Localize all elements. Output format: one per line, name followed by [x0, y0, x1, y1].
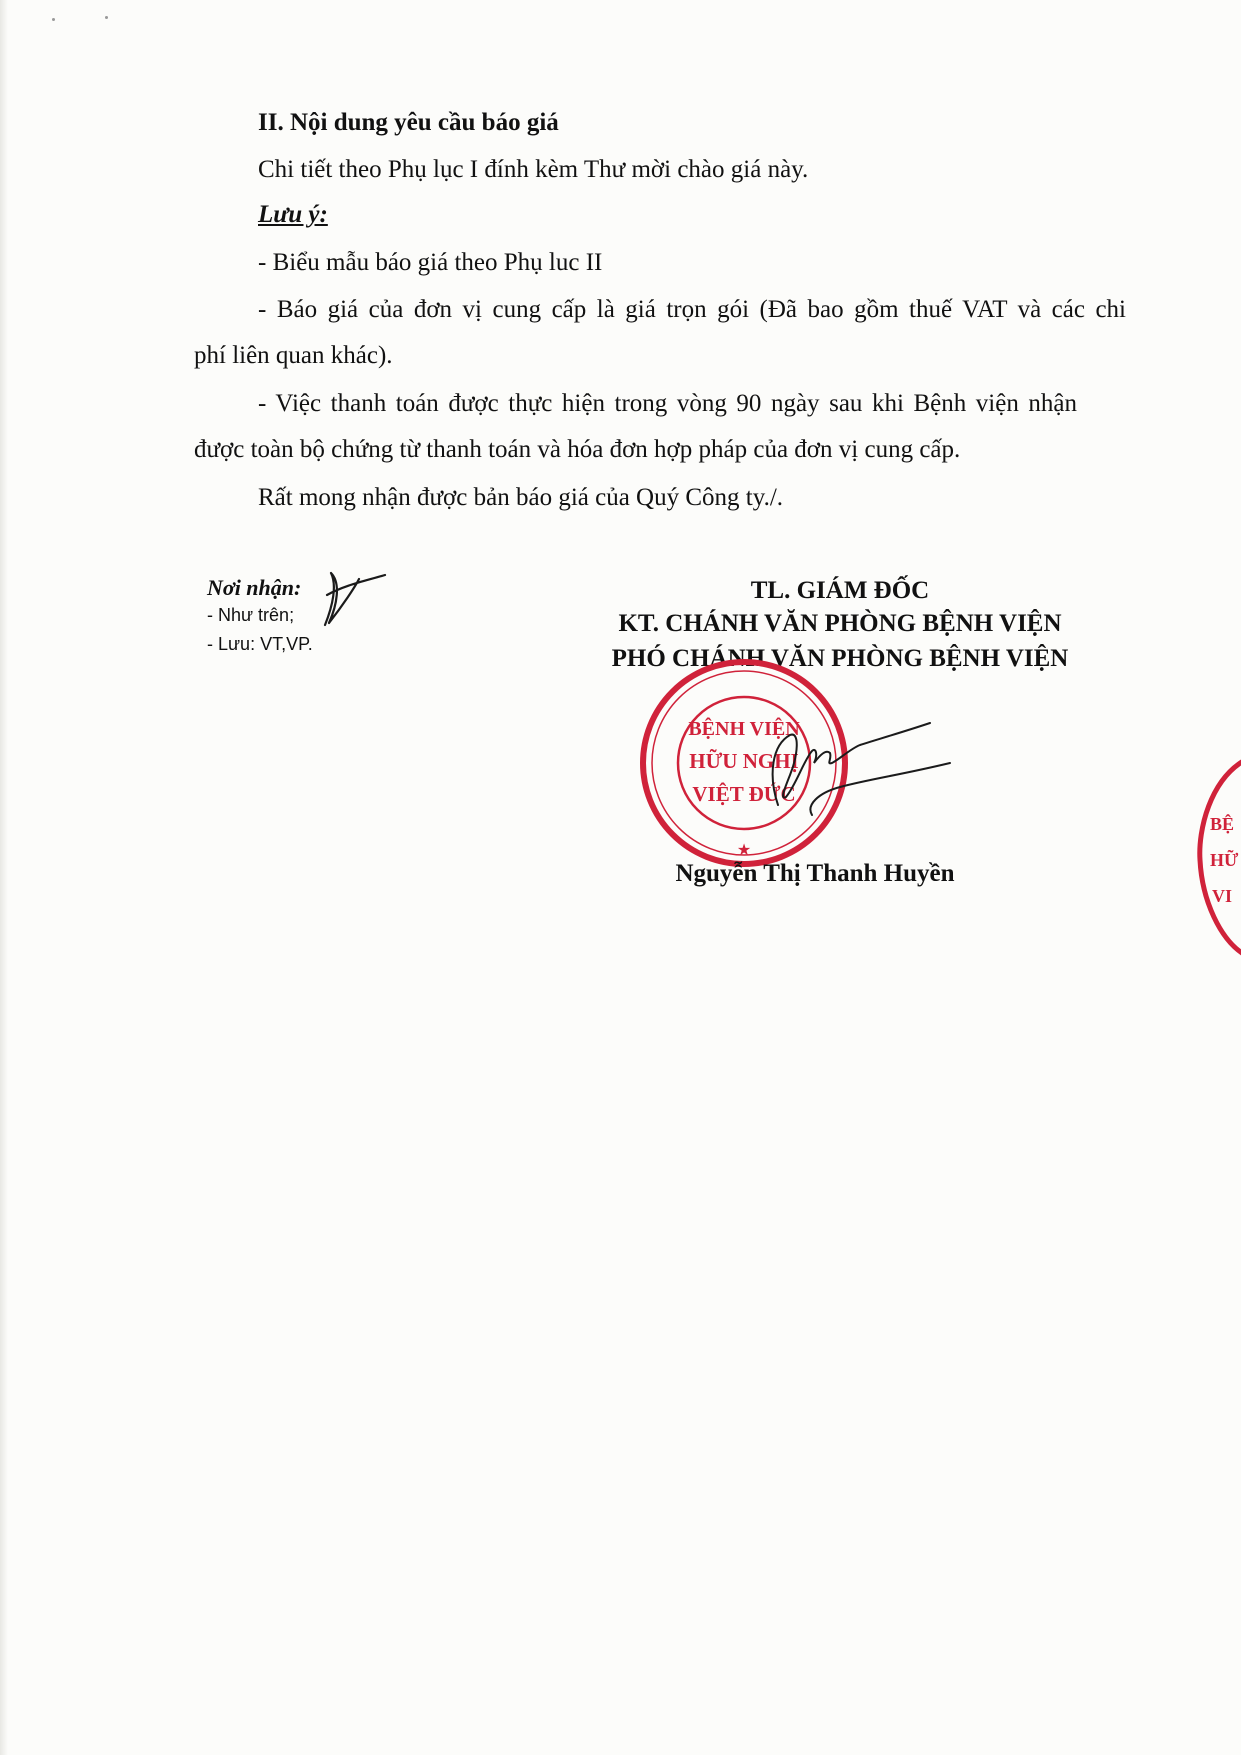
section-detail: Chi tiết theo Phụ lục I đính kèm Thư mời chào giá này. [258, 156, 809, 183]
sign-title-line3: PHÓ CHÁNH VĂN PHÒNG BỆNH VIỆN [611, 645, 1069, 672]
stamp-line3: VIỆT ĐỨC [692, 782, 796, 806]
closing-sentence: Rất mong nhận được bản báo giá của Quý Công ty./. [258, 484, 784, 511]
section-heading: II. Nội dung yêu cầu báo giá [258, 109, 559, 136]
sign-title-line2: KT. CHÁNH VĂN PHÒNG BỆNH VIỆN [618, 610, 1062, 637]
recipient-item: - Như trên; [207, 605, 295, 625]
scan-speck [105, 16, 108, 19]
stamp-star-icon: ★ [736, 842, 752, 859]
note-item: - Biểu mẫu báo giá theo Phụ luc II [258, 249, 603, 276]
scan-edge [0, 0, 8, 1755]
handwritten-signature [760, 715, 960, 825]
stamp-line1: BỆNH VIỆN [688, 718, 800, 740]
note-item-continued: được toàn bộ chứng từ thanh toán và hóa đơn hợp pháp của đơn vị cung cấp. [194, 436, 961, 463]
initial-mark-icon [315, 565, 395, 640]
edge-stamp-text: BỆ [1210, 814, 1235, 834]
note-label: Lưu ý: [258, 201, 328, 228]
recipient-item: - Lưu: VT,VP. [207, 634, 313, 654]
recipients-title: Nơi nhận: [207, 575, 302, 600]
note-item: - Việc thanh toán được thực hiện trong vòng 90 ngày sau khi Bệnh viện nhận [258, 390, 1077, 417]
edge-stamp-text: VI [1212, 886, 1233, 906]
edge-stamp-text: HỮ [1210, 850, 1239, 870]
note-item-continued: phí liên quan khác). [194, 342, 393, 369]
stamp-line2: HỮU NGHỊ [689, 749, 799, 773]
signer-name: Nguyễn Thị Thanh Huyền [675, 860, 955, 887]
edge-stamp-fragment [1190, 740, 1241, 970]
sign-title-line1: TL. GIÁM ĐỐC [750, 577, 930, 604]
scan-speck [52, 18, 55, 21]
note-item: - Báo giá của đơn vị cung cấp là giá trọn gói (Đã bao gồm thuế VAT và các chi [258, 296, 1126, 323]
